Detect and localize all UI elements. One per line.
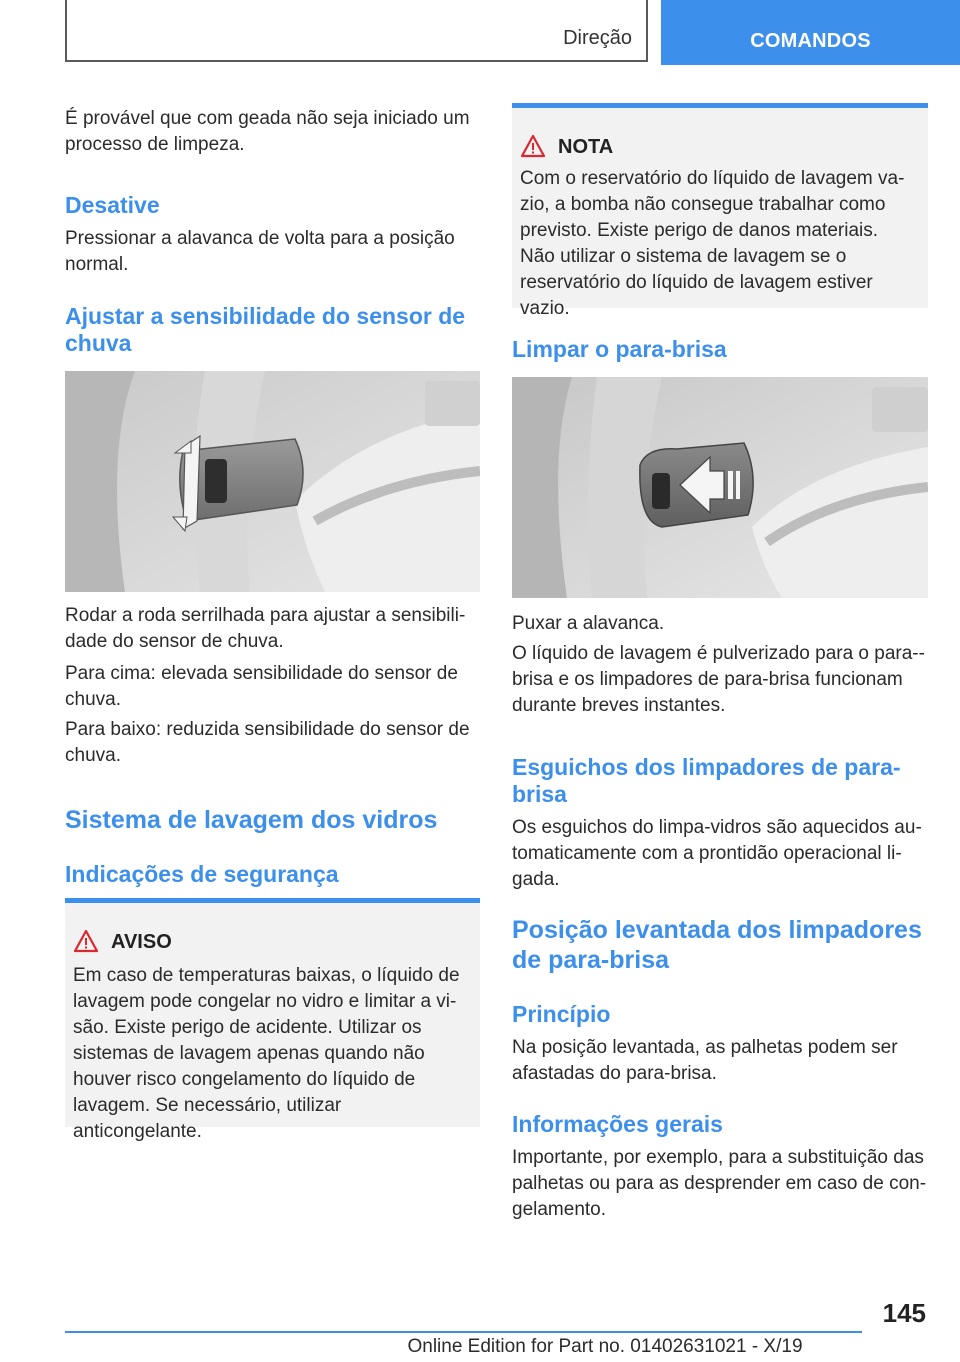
footer-edition-text: Online Edition for Part no. 01402631021 - X/19 (407, 1336, 803, 1357)
heading-limpar-para-brisa: Limpar o para-brisa (512, 336, 727, 362)
warning-text: Em caso de temperaturas baixas, o líquido de lavagem pode congelar no vidro e limitar a visão. Existe perigo de acidente. Utilizar os sistemas de lavagem apenas quando não houver risco congelamento do líquido de lavagem. Se necessário, utilizar anticongelante. (73, 965, 460, 1142)
note-triangle-icon (520, 134, 546, 158)
heading-posicao-levantada: Posição levantada dos limpadores de para-brisa (512, 916, 922, 974)
baixo-paragraph: Para baixo: reduzida sensibilidade do sensor de chuva. (65, 719, 470, 766)
header-section-title: Direção (563, 27, 632, 49)
footer-edition (0, 1336, 960, 1358)
heading-esguichos: Esguichos dos limpadores de para-brisa (512, 754, 901, 807)
heading-principio: Princípio (512, 1001, 611, 1027)
heading-seguranca: Indicações de segurança (65, 861, 339, 887)
rain-sensor-lever-illustration (65, 371, 480, 592)
esguichos-paragraph: Os esguichos do limpa-vidros são aquecidos automaticamente com a prontidão operacional ligada. (512, 817, 922, 890)
puxar-paragraph: Puxar a alavanca. (512, 613, 665, 634)
header-chapter-tab: COMANDOS (661, 0, 960, 65)
wiper-lever-illustration (512, 377, 928, 598)
footer-divider (65, 1331, 862, 1333)
principio-paragraph: Na posição levantada, as palhetas podem ser afastadas do para-brisa. (512, 1037, 898, 1084)
figure-wiper-lever-pull (512, 377, 928, 598)
note-notice (512, 103, 928, 319)
cima-paragraph: Para cima: elevada sensibilidade do sensor de chuva. (65, 663, 458, 710)
heading-sensor-chuva: Ajustar a sensibilidade do sensor de chuva (65, 303, 466, 356)
intro-paragraph: É provável que com geada não seja iniciado um processo de limpeza. (65, 108, 470, 155)
page-number: 145 (882, 1298, 926, 1328)
rodar-paragraph: Rodar a roda serrilhada para ajustar a sensibilidade do sensor de chuva. (65, 605, 466, 652)
warning-title: AVISO (111, 931, 172, 953)
note-title: NOTA (558, 136, 614, 158)
heading-sistema-lavagem: Sistema de lavagem dos vidros (65, 806, 438, 834)
header-section-box (65, 0, 648, 62)
warning-notice (65, 898, 480, 1142)
liquido-paragraph: O líquido de lavagem é pulverizado para o para-brisa e os limpadores de para-brisa funcionam durante breves instantes. (512, 643, 925, 716)
heading-desative: Desative (65, 192, 160, 218)
figure-rain-sensor-lever (65, 371, 480, 592)
desative-paragraph: Pressionar a alavanca de volta para a posição normal. (65, 228, 455, 275)
warning-triangle-icon (73, 929, 99, 953)
note-text: Com o reservatório do líquido de lavagem vazio, a bomba não consegue trabalhar como previsto. Existe perigo de danos materiais. Não utilizar o sistema de lavagem se o reservatório do líquido de lavagem estiver vazio. (520, 168, 905, 319)
heading-informacoes-gerais: Informações gerais (512, 1111, 723, 1137)
info-paragraph: Importante, por exemplo, para a substituição das palhetas ou para as desprender em caso de congelamento. (512, 1147, 927, 1220)
